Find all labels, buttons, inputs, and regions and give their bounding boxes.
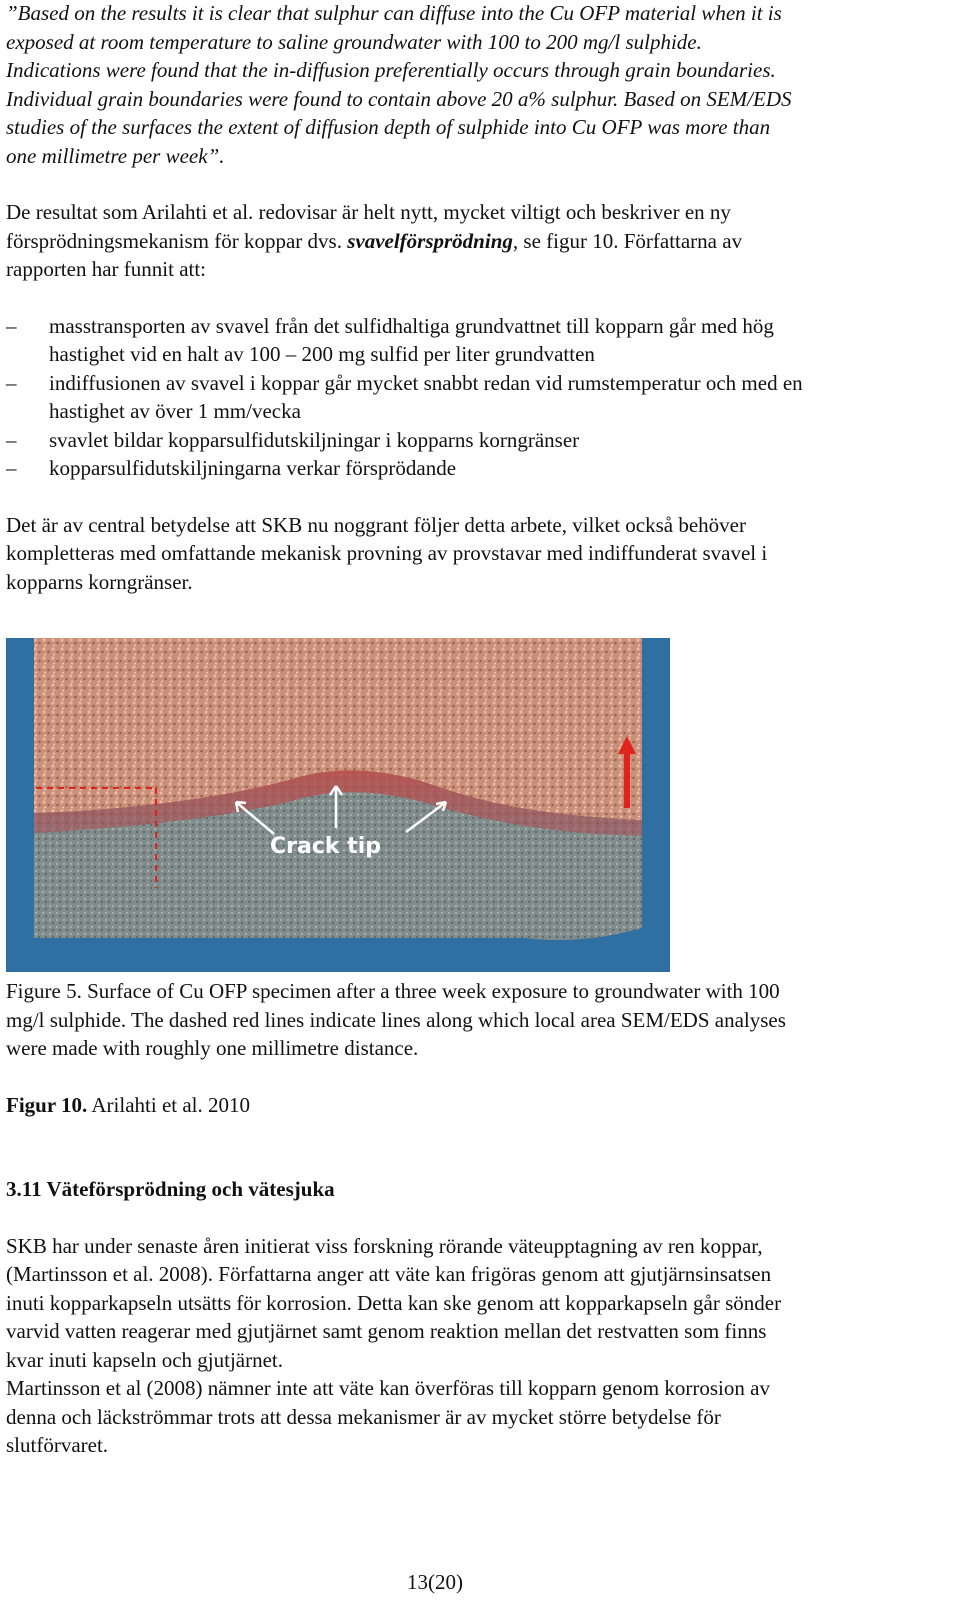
paragraph-line: Det är av central betydelse att SKB nu noggrant följer detta arbete, vilket också behöver xyxy=(6,512,746,537)
figure-caption xyxy=(6,977,936,1063)
list-item-line: – svavlet bildar kopparsulfidutskiljningar i kopparns korngränser xyxy=(49,427,580,452)
paragraph-line: kopparns korngränser. xyxy=(6,569,193,594)
page-number: 13(20) xyxy=(407,1570,463,1594)
list-item xyxy=(6,454,936,483)
paragraph-importance xyxy=(6,511,936,597)
paragraph-line: kvar inuti kapseln och gjutjärnet. xyxy=(6,1347,284,1372)
figure-number: Figur 10. xyxy=(6,1092,88,1117)
quote-line: exposed at room temperature to saline groundwater with 100 to 200 mg/l sulphide. xyxy=(6,29,702,54)
findings-list xyxy=(6,312,936,483)
quote-line: ”Based on the results it is clear that sulphur can diffuse into the Cu OFP material when it is xyxy=(6,1,782,25)
text-run: , se figur 10. Författarna av xyxy=(512,228,743,253)
crack-tip-label: Crack tip xyxy=(270,834,381,859)
specimen-illustration xyxy=(6,638,670,972)
quote-line: studies of the surfaces the extent of diffusion depth of sulphide into Cu OFP was more than xyxy=(6,115,771,139)
section-heading: 3.11 Väteförsprödning och vätesjuka xyxy=(6,1177,335,1201)
quote-line: one millimetre per week”. xyxy=(6,143,225,168)
text-run: försprödningsmekanism för koppar dvs. xyxy=(6,228,348,253)
paragraph-results xyxy=(6,198,936,284)
english-quote xyxy=(6,0,936,170)
paragraph-line: (Martinsson et al. 2008). Författarna anger att väte kan frigöras genom att gjutjärnsinsatsen xyxy=(6,1262,772,1286)
document-page-lower xyxy=(6,977,936,1460)
paragraph-line: De resultat som Arilahti et al. redovisar är helt nytt, mycket viltigt och beskriver en ny xyxy=(6,200,731,224)
paragraph-line: SKB har under senaste åren initierat viss forskning rörande väteupptagning av ren koppar, xyxy=(6,1233,763,1258)
paragraph-line: rapporten har funnit att: xyxy=(6,257,207,281)
quote-line: Individual grain boundaries were found to contain above 20 a% sulphur. Based on SEM/EDS xyxy=(6,86,792,111)
paragraph-line: kompletteras med omfattande mekanisk provning av provstavar med indiffunderat svavel i xyxy=(6,541,768,565)
paragraph-line: denna och läckströmmar trots att dessa mekanismer är av mycket större betydelse för xyxy=(6,1404,721,1429)
list-item-line: hastighet av över 1 mm/vecka xyxy=(49,399,301,423)
paragraph-skb-research xyxy=(6,1232,936,1375)
list-item xyxy=(6,426,936,455)
list-item xyxy=(6,312,936,369)
list-item-line: – indiffusionen av svavel i koppar går mycket snabbt redan vid rumstemperatur och med en xyxy=(49,370,803,395)
paragraph-line: slutförvaret. xyxy=(6,1433,109,1457)
blue-side xyxy=(642,638,670,972)
caption-line: Figure 5. Surface of Cu OFP specimen after a three week exposure to groundwater with 100 xyxy=(6,979,780,1003)
list-item-line: – kopparsulfidutskiljningarna verkar försprödande xyxy=(49,456,457,480)
paragraph-line: varvid vatten reagerar med gjutjärnet samt genom reaktion mellan det restvatten som finns xyxy=(6,1319,767,1343)
paragraph-line: inuti kopparkapseln utsätts för korrosion. Detta kan ske genom att kopparkapseln går sönder xyxy=(6,1290,782,1315)
figure-reference xyxy=(6,1091,936,1120)
caption-line: were made with roughly one millimetre distance. xyxy=(6,1036,419,1060)
paragraph-line: Martinsson et al (2008) nämner inte att väte kan överföras till kopparn genom korrosion av xyxy=(6,1376,770,1400)
emphasis-term: svavelförsprödning xyxy=(347,228,513,253)
paragraph-martinsson xyxy=(6,1374,936,1460)
document-page xyxy=(6,0,936,596)
figure-source: Arilahti et al. 2010 xyxy=(87,1092,251,1117)
specimen-photo xyxy=(6,638,670,972)
quote-line: Indications were found that the in-diffusion preferentially occurs through grain boundaries. xyxy=(6,58,776,82)
paragraph-line xyxy=(6,227,936,256)
list-item xyxy=(6,369,936,426)
caption-line: mg/l sulphide. The dashed red lines indicate lines along which local area SEM/EDS analyses xyxy=(6,1007,786,1032)
list-item-line: – masstransporten av svavel från det sulfidhaltiga grundvattnet till kopparn går med hög xyxy=(49,313,774,338)
list-item-line: hastighet vid en halt av 100 – 200 mg sulfid per liter grundvatten xyxy=(49,342,595,366)
